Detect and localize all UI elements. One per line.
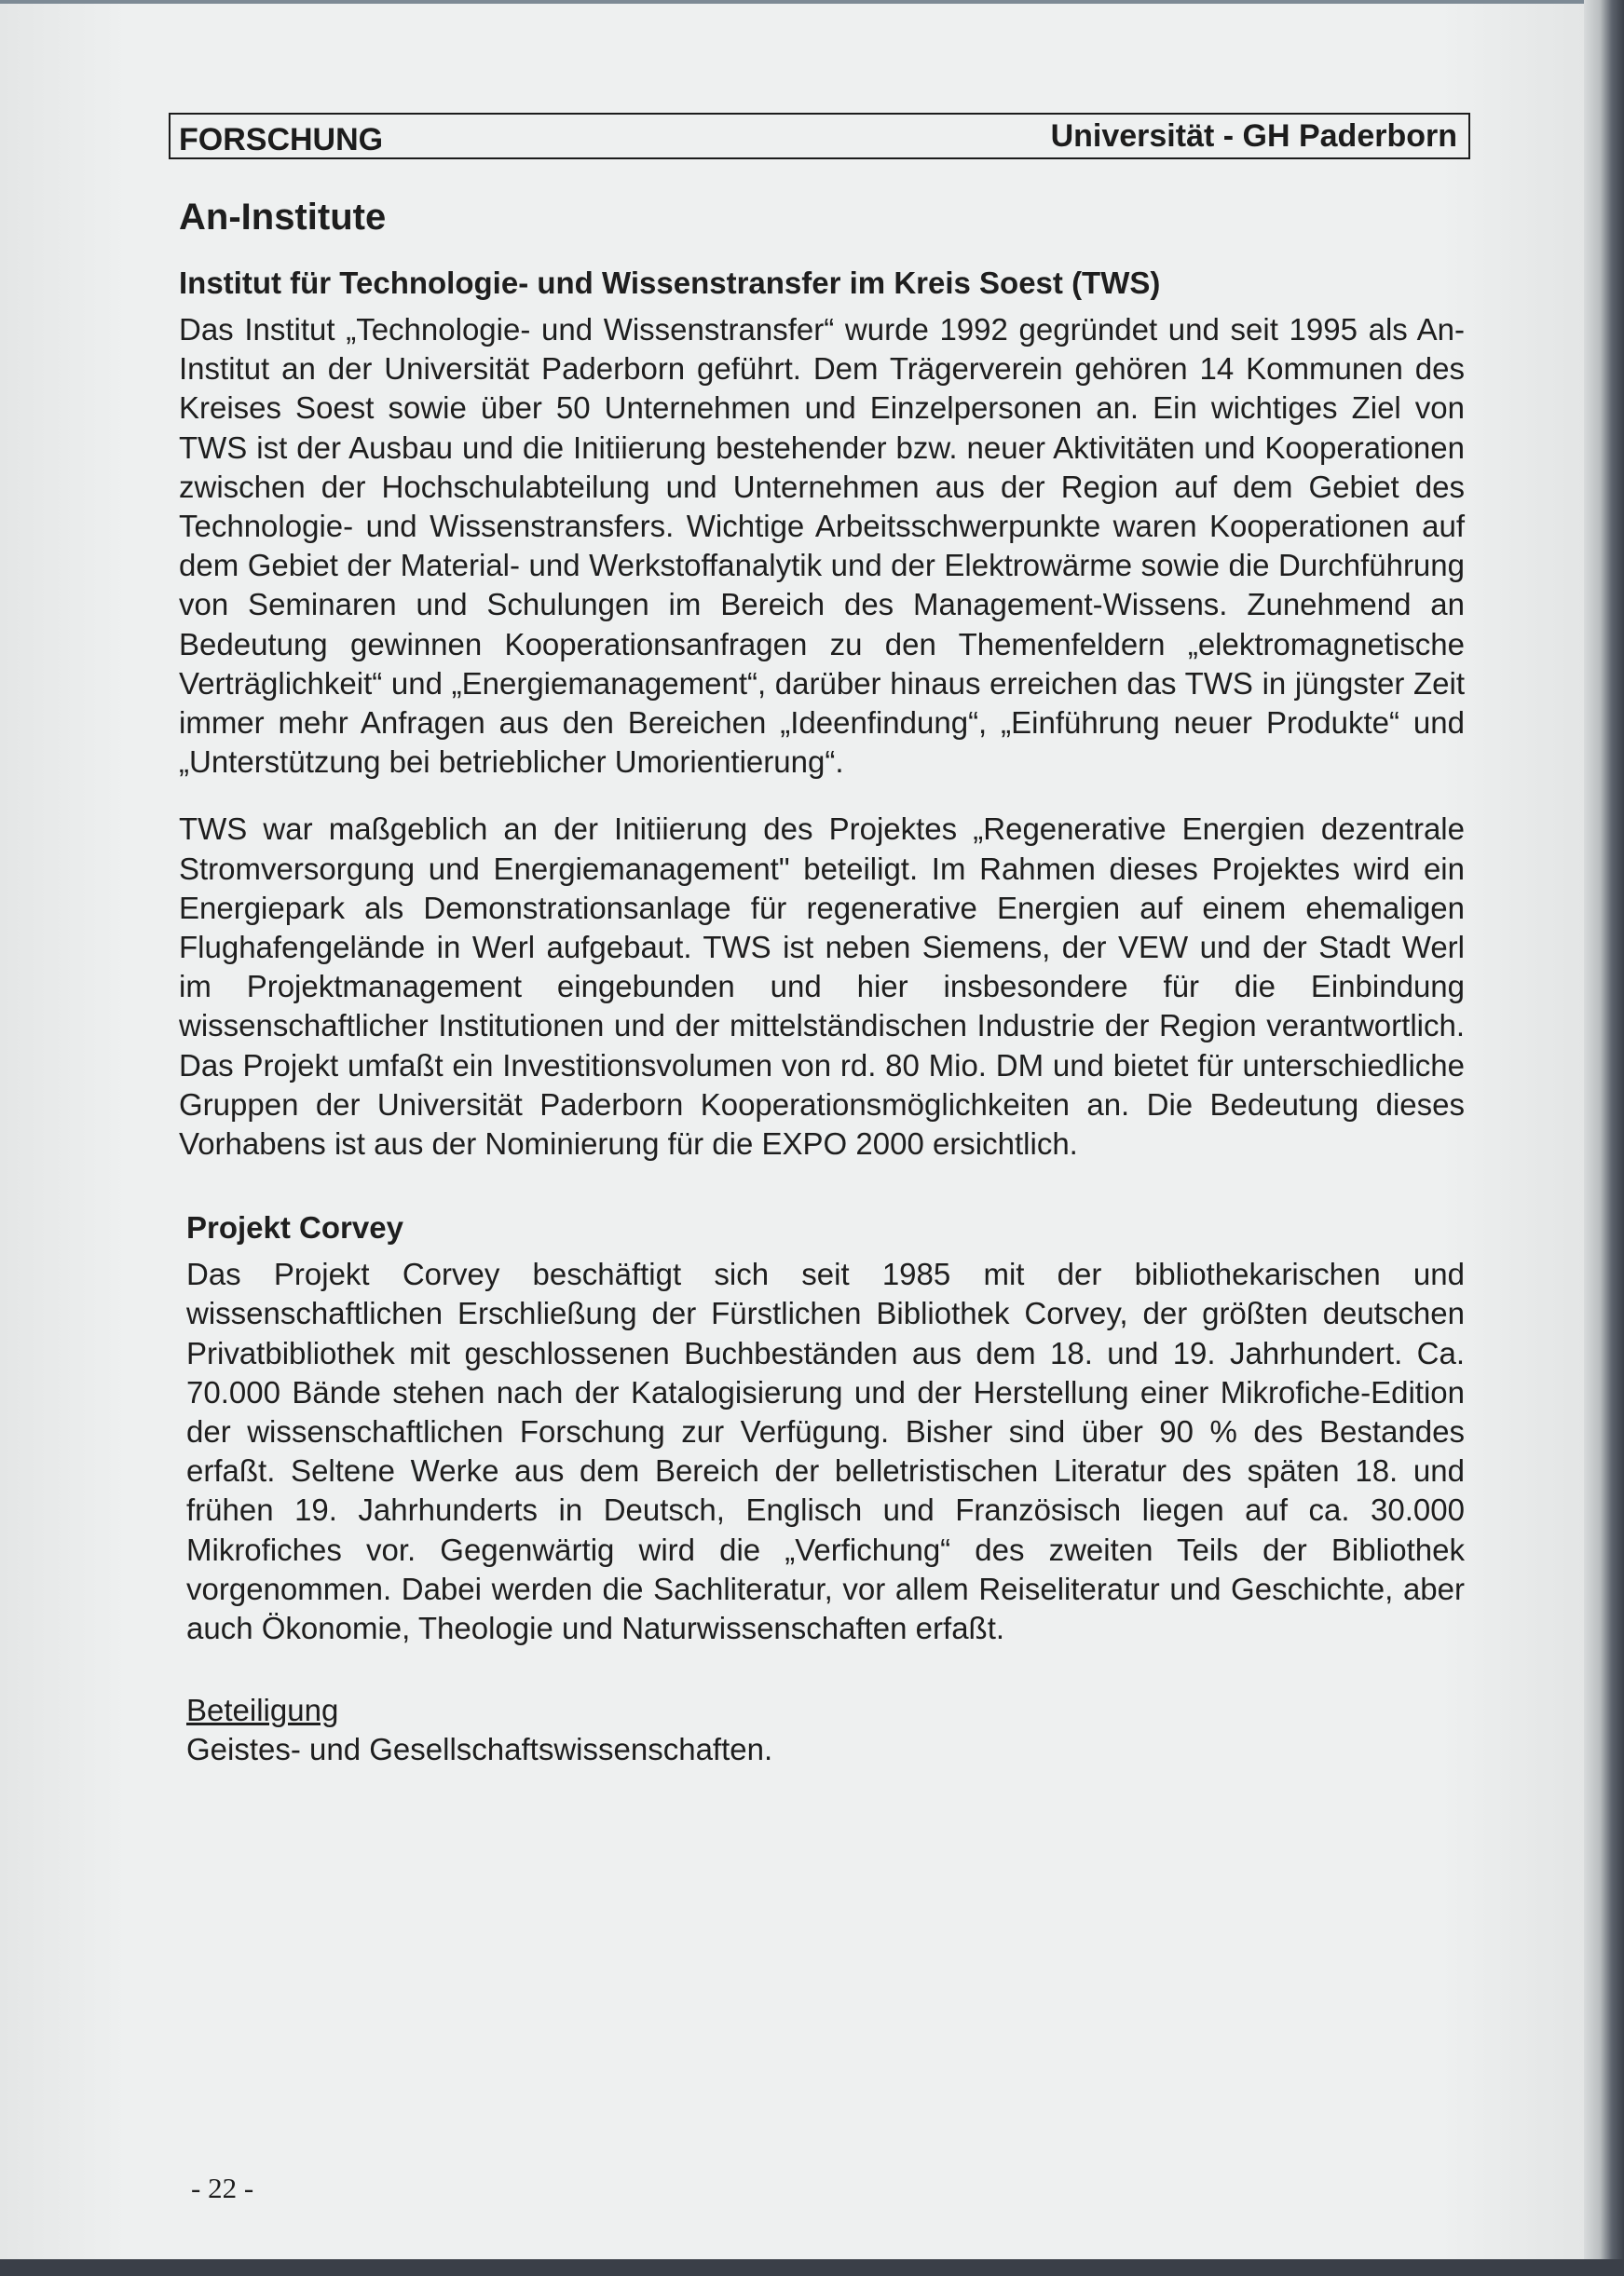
beteiligung-text: Geistes- und Gesellschaftswissenschaften. xyxy=(186,1732,773,1767)
tws-paragraph-1: Das Institut „Technologie- und Wissenstransfer“ wurde 1992 gegründet und seit 1995 als An-Institut an der Universität Paderborn geführt. Dem Trägerverein gehören 14 Kommunen des Kreises Soest sowie über 50 Unternehmen und Einzelpersonen an. Ein wichtiges Ziel von TWS ist der Ausbau und die Initiierung bestehender bzw. neuer Aktivitäten und Kooperationen zwischen der Hochschulabteilung und Unternehmen aus der Region auf dem Gebiet des Technologie- und Wissenstransfers. Wichtige Arbeitsschwerpunkte waren Kooperationen auf dem Gebiet der Material- und Werkstoffanalytik und der Elektrowärme sowie die Durchführung von Seminaren und Schulungen im Bereich des Management-Wissens. Zunehmend an Bedeutung gewinnen Kooperationsanfragen zu den Themenfeldern „elektromagnetische Verträglichkeit“ und „Energiemanagement“, darüber hinaus erreichen das TWS in jüngster Zeit immer mehr Anfragen aus den Bereichen „Ideenfindung“, „Einführung neuer Produkte“ und „Unterstützung bei betrieblicher Umorientierung“. xyxy=(179,312,1465,780)
section-gap xyxy=(179,1648,1465,1691)
page-right-edge xyxy=(1584,0,1624,2276)
running-header xyxy=(169,113,1470,159)
header-institution: Universität - GH Paderborn xyxy=(1050,118,1457,154)
corvey-paragraph: Das Projekt Corvey beschäftigt sich seit 1985 mit der bibliothekarischen und wissenschaftlichen Erschließung der Fürstlichen Bibliothek Corvey, der größten deutschen Privatbibliothek mit geschlossenen Buchbeständen aus dem 18. und 19. Jahrhundert. Ca. 70.000 Bände stehen nach der Katalogisierung und der Herstellung einer Mikrofiche-Edition der wissenschaftlichen Forschung zur Verfügung. Bisher sind über 90 % des Bestandes erfaßt. Seltene Werke aus dem Bereich der belletristischen Literatur des späten 18. und frühen 19. Jahrhunderts in Deutsch, Englisch und Französisch liegen auf ca. 30.000 Mikrofiches vor. Gegenwärtig wird die „Verfichung“ des zweiten Teils der Bibliothek vorgenommen. Dabei werden die Sachliteratur, vor allem Reiseliteratur und Geschichte, aber auch Ökonomie, Theologie und Naturwissenschaften erfaßt. xyxy=(186,1257,1465,1646)
beteiligung-label: Beteiligung xyxy=(186,1693,339,1728)
corvey-heading: Projekt Corvey xyxy=(186,1210,403,1246)
page-content xyxy=(179,191,1465,1770)
tws-paragraph-2: TWS war maßgeblich an der Initiierung des Projektes „Regenerative Energien dezentrale Stromversorgung und Energiemanagement" beteiligt. Im Rahmen dieses Projektes wird ein Energiepark als Demonstrationsanlage für regenerative Energien auf einem ehemaligen Flughafengelände in Werl aufgebaut. TWS ist neben Siemens, der VEW und der Stadt Werl im Projektmanagement eingebunden und hier insbesondere für die Einbindung wissenschaftlicher Institutionen und der mittelständischen Industrie der Region verantwortlich. Das Projekt umfaßt ein Investitionsvolumen von rd. 80 Mio. DM und bietet für unterschiedliche Gruppen der Universität Paderborn Kooperationsmöglichkeiten an. Die Bedeutung dieses Vorhabens ist aus der Nominierung für die EXPO 2000 ersichtlich. xyxy=(179,811,1465,1162)
section-gap xyxy=(179,1164,1465,1206)
paragraph-gap xyxy=(179,782,1465,810)
page-number: - 22 - xyxy=(191,2172,254,2204)
page-top-edge xyxy=(0,0,1624,4)
page-bottom-edge xyxy=(0,2259,1624,2276)
page-title: An-Institute xyxy=(179,197,387,238)
header-section: FORSCHUNG xyxy=(179,122,384,157)
tws-heading: Institut für Technologie- und Wissenstransfer im Kreis Soest (TWS) xyxy=(179,266,1161,300)
